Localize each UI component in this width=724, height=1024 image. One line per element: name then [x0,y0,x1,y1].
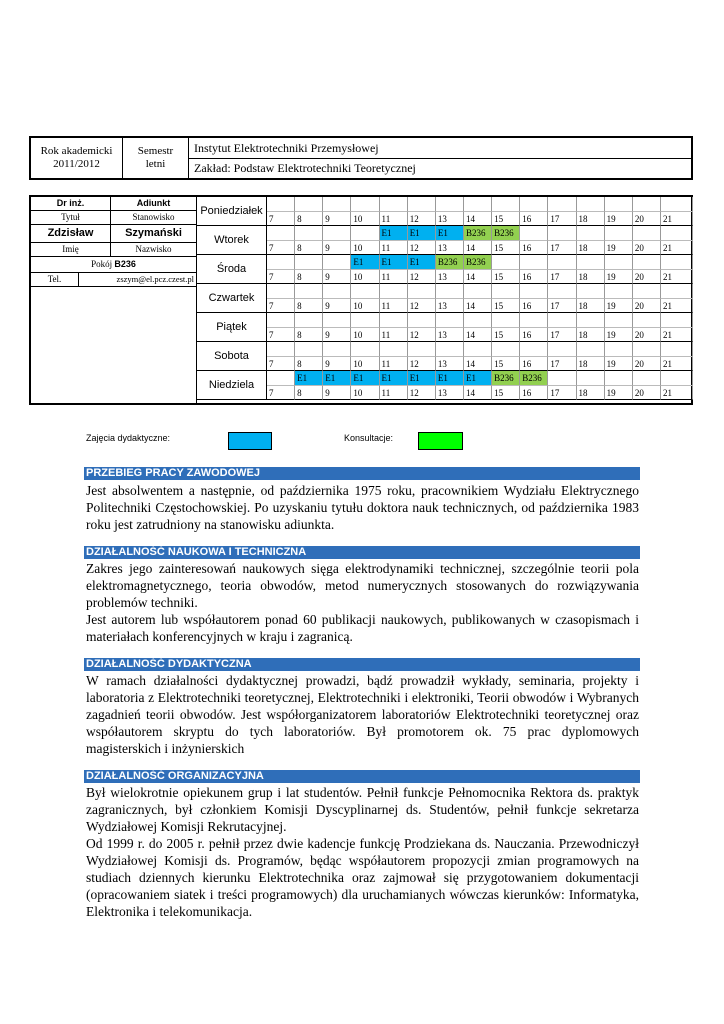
person-name-row [31,225,196,243]
hour-cell: 16 [520,386,548,400]
hour-cell: 11 [380,299,408,313]
hour-cell: 9 [323,299,351,313]
schedule-slot [351,197,379,212]
research-section-header: DZIAŁALNOŚĆ NAUKOWA I TECHNICZNA [84,546,640,559]
schedule-slot [605,342,633,357]
schedule-slot [548,255,576,270]
hour-cell: 12 [408,270,436,284]
hour-cell: 19 [605,270,633,284]
hour-cell: 10 [351,241,379,255]
schedule-slot [351,284,379,299]
schedule-slot [267,197,295,212]
hour-cell: 14 [464,241,492,255]
hour-cell: 19 [605,386,633,400]
schedule-slot [520,284,548,299]
hour-cell: 8 [295,270,323,284]
schedule-slot [267,342,295,357]
room-label: Pokój [91,259,113,269]
semester-label: Semestr [137,145,174,157]
schedule-slot [548,342,576,357]
teaching-legend-swatch [228,432,272,450]
hour-cell: 18 [577,241,605,255]
hour-cell: 20 [633,386,661,400]
schedule-slot [577,313,605,328]
hour-cell: 18 [577,212,605,226]
consult-legend-label: Konsultacje: [344,433,394,443]
schedule-slot: E1 [323,371,351,386]
schedule-slot [633,284,661,299]
schedule-slot [605,284,633,299]
schedule-slot [295,226,323,241]
hour-cell: 13 [436,299,464,313]
schedule-slot: E1 [436,371,464,386]
position-label: Stanowisko [132,212,175,222]
hour-cell: 10 [351,357,379,371]
hour-cell: 13 [436,241,464,255]
hour-cell: 15 [492,386,520,400]
schedule-slot [295,313,323,328]
hour-cell: 21 [661,328,693,342]
schedule-slot [548,197,576,212]
hour-cell: 14 [464,212,492,226]
hour-cell: 8 [295,357,323,371]
hour-cell: 11 [380,241,408,255]
schedule-slot: E1 [351,255,379,270]
schedule-slot [323,313,351,328]
hour-cell: 21 [661,270,693,284]
schedule-slot [295,284,323,299]
schedule-slot [577,284,605,299]
hour-cell: 16 [520,328,548,342]
hour-cell: 17 [548,241,576,255]
schedule-slot [548,226,576,241]
hour-cell: 13 [436,386,464,400]
schedule-slot [408,342,436,357]
day-label: Piątek [197,313,267,342]
day-label: Poniedziałek [197,197,267,226]
room-row [31,257,196,273]
hour-cell: 20 [633,241,661,255]
hour-cell: 13 [436,357,464,371]
schedule-slot [605,371,633,386]
hour-cell: 14 [464,386,492,400]
schedule-slot [351,342,379,357]
hour-cell: 10 [351,299,379,313]
hour-cell: 21 [661,241,693,255]
schedule-slot [520,197,548,212]
schedule-slot [351,313,379,328]
hour-cell: 15 [492,328,520,342]
last-name: Szymański [125,227,182,239]
schedule-slot [492,313,520,328]
schedule-slot: E1 [464,371,492,386]
hour-cell: 9 [323,241,351,255]
teaching-section-body [86,672,639,757]
hour-cell: 13 [436,212,464,226]
hour-cell: 12 [408,241,436,255]
organization-paragraph-2: Od 1999 r. do 2005 r. pełnił przez dwie kadencje funkcję Prodziekana ds. Nauczania. Przewodniczył Wydziałowej Komisji ds. Programów, będąc współautorem propozycji zmian programowych na studiach dziennych kierunku Elektrotechnika oraz zajmował się przygotowaniem dokumentacji (opracowaniem siatek i treści programowych) dla uruchamianych wówczas kierunków: Informatyka, Elektronika i telekomunikacja. [86,836,639,919]
research-paragraph-2: Jest autorem lub współautorem ponad 60 publikacji naukowych, publikowanych w czasopismach i materiałach konferencyjnych w kraju i zagranicą. [86,612,639,644]
schedule-slot [295,255,323,270]
schedule-slot [577,197,605,212]
hour-cell: 11 [380,212,408,226]
career-section-header: PRZEBIEG PRACY ZAWODOWEJ [84,467,640,480]
schedule-slot [323,284,351,299]
schedule-slot [408,313,436,328]
schedule-slot [323,197,351,212]
hour-cell: 16 [520,270,548,284]
schedule-slot [492,342,520,357]
hour-cell: 19 [605,241,633,255]
day-label: Niedziela [197,371,267,400]
organization-section-header: DZIAŁALNOŚĆ ORGANIZACYJNA [84,770,640,783]
schedule-slot [295,342,323,357]
schedule-slot: E1 [408,371,436,386]
schedule-slot [492,197,520,212]
schedule-slot [661,226,693,241]
hour-cell: 17 [548,212,576,226]
hour-cell: 9 [323,212,351,226]
hour-cell: 18 [577,299,605,313]
hour-cell: 8 [295,299,323,313]
hour-cell: 14 [464,270,492,284]
institute-name: Instytut Elektrotechniki Przemysłowej [189,138,691,159]
schedule-slot: B236 [520,371,548,386]
schedule-slot [577,226,605,241]
hour-cell: 19 [605,299,633,313]
organization-paragraph-1: Był wielokrotnie opiekunem grup i lat studentów. Pełnił funkcje Pełnomocnika Rektora ds. praktyk zagranicznych, był członkiem Komisji Dyscyplinarnej ds. Studentów, pełnił funkcje sekretarza Wydziałowej Komisji Rekrutacyjnej. [86,785,639,834]
person-info [31,197,197,403]
semester-cell [123,138,189,178]
schedule-slot [633,342,661,357]
first-name: Zdzisław [31,225,111,242]
schedule-slot [380,284,408,299]
hour-cell: 18 [577,386,605,400]
hour-cell: 21 [661,357,693,371]
room-value: B236 [114,259,136,269]
schedule-slot [661,197,693,212]
hour-cell: 16 [520,299,548,313]
schedule-slot [633,197,661,212]
first-name-label: Imię [31,243,111,256]
contact-row [31,273,196,287]
hour-cell: 10 [351,386,379,400]
hour-cell: 16 [520,241,548,255]
hour-cell: 15 [492,357,520,371]
schedule-slot [633,371,661,386]
person-title-row [31,197,196,211]
schedule-slot [267,284,295,299]
schedule-slot [577,371,605,386]
hour-cell: 11 [380,270,408,284]
schedule-slot [267,226,295,241]
day-label: Wtorek [197,226,267,255]
schedule-slot [605,313,633,328]
schedule-slot: E1 [408,226,436,241]
hour-cell: 18 [577,328,605,342]
person-name-labels [31,243,196,257]
hour-cell: 9 [323,328,351,342]
schedule-slot [323,342,351,357]
hour-cell: 13 [436,328,464,342]
academic-year-label: Rok akademicki [40,145,113,157]
schedule-slot [520,313,548,328]
career-section-body [86,482,639,533]
hour-cell: 9 [323,357,351,371]
schedule-slot [351,226,379,241]
person-title-labels [31,211,196,225]
schedule-slot: E1 [380,226,408,241]
hour-cell: 15 [492,270,520,284]
header-box [29,136,693,180]
hour-cell: 7 [267,357,295,371]
hour-cell: 18 [577,270,605,284]
hour-cell: 7 [267,328,295,342]
hour-cell: 12 [408,299,436,313]
hour-cell: 17 [548,270,576,284]
hour-cell: 20 [633,328,661,342]
schedule-slot [633,226,661,241]
position-value: Adiunkt [136,198,171,208]
schedule-slot [267,313,295,328]
schedule-slot: E1 [408,255,436,270]
hour-cell: 11 [380,328,408,342]
schedule-slot [436,313,464,328]
hour-cell: 17 [548,299,576,313]
schedule-slot: B236 [436,255,464,270]
hour-cell: 7 [267,212,295,226]
schedule-slot [548,371,576,386]
schedule-table [29,195,693,405]
hour-cell: 12 [408,328,436,342]
hour-cell: 19 [605,357,633,371]
schedule-slot [492,255,520,270]
hour-cell: 15 [492,241,520,255]
hour-cell: 8 [295,212,323,226]
hour-cell: 19 [605,328,633,342]
schedule-slot [380,197,408,212]
hour-cell: 14 [464,328,492,342]
schedule-slot [436,284,464,299]
hour-cell: 11 [380,357,408,371]
schedule-slot [605,197,633,212]
schedule-slot [323,226,351,241]
room-cell [31,257,196,272]
schedule-slot: B236 [464,255,492,270]
schedule-slot [577,255,605,270]
research-section-body [86,560,639,645]
teaching-paragraph: W ramach działalności dydaktycznej prowadzi, bądź prowadził wykłady, seminaria, projekty i laboratoria z Elektrotechniki teoretycznej, Elektrotechniki i elektroniki, Teorii obwodów i Wybranych zagadnień teorii obwodów. Jest współorganizatorem laboratoriów Elektrotechniki teoretycznej oraz współautorem skryptu do tych laboratoriów. Był promotorem ok. 75 prac dyplomowych magisterskich i inżynierskich [86,673,639,756]
schedule-slot [633,255,661,270]
hour-cell: 7 [267,386,295,400]
hour-cell: 13 [436,270,464,284]
schedule-slot [520,255,548,270]
schedule-slot: E1 [295,371,323,386]
last-name-label: Nazwisko [135,244,172,254]
schedule-slot [605,255,633,270]
schedule-slot [267,255,295,270]
organization-section-body [86,784,639,920]
schedule-slot [464,342,492,357]
schedule-slot [577,342,605,357]
hour-cell: 14 [464,357,492,371]
schedule-slot [295,197,323,212]
day-label: Sobota [197,342,267,371]
schedule-slot [520,342,548,357]
schedule-slot [661,284,693,299]
schedule-slot [548,313,576,328]
hour-cell: 20 [633,299,661,313]
schedule-slot [464,313,492,328]
hour-cell: 21 [661,212,693,226]
hour-cell: 15 [492,212,520,226]
hour-cell: 15 [492,299,520,313]
hour-cell: 10 [351,270,379,284]
hour-cell: 21 [661,299,693,313]
schedule-slot: E1 [351,371,379,386]
hour-cell: 14 [464,299,492,313]
title-label: Tytuł [31,211,111,224]
schedule-slot [633,313,661,328]
schedule-slot: E1 [436,226,464,241]
consult-legend-swatch [418,432,463,450]
email-link[interactable]: zszym@el.pcz.czest.pl [116,274,194,284]
hour-cell: 10 [351,328,379,342]
schedule-slot [408,284,436,299]
schedule-slot [661,371,693,386]
hour-cell: 8 [295,386,323,400]
hour-cell: 7 [267,241,295,255]
schedule-slot: B236 [492,371,520,386]
schedule-slot: B236 [492,226,520,241]
hour-cell: 10 [351,212,379,226]
title-value: Dr inż. [31,197,111,210]
hour-cell: 12 [408,357,436,371]
hour-cell: 20 [633,212,661,226]
hour-cell: 7 [267,270,295,284]
schedule-slot [267,371,295,386]
tel-label: Tel. [31,273,79,286]
schedule-slot [605,226,633,241]
hour-cell: 17 [548,328,576,342]
schedule-slot [492,284,520,299]
hour-cell: 9 [323,270,351,284]
schedule-slot [436,197,464,212]
hour-cell: 11 [380,386,408,400]
hour-cell: 7 [267,299,295,313]
hour-cell: 12 [408,212,436,226]
hour-cell: 8 [295,241,323,255]
hour-cell: 9 [323,386,351,400]
department-name: Zakład: Podstaw Elektrotechniki Teoretycznej [194,161,416,175]
schedule-slot: E1 [380,371,408,386]
hour-cell: 18 [577,357,605,371]
schedule-slot [464,197,492,212]
schedule-slot [661,342,693,357]
schedule-slot [380,342,408,357]
hour-cell: 17 [548,386,576,400]
schedule-slot: B236 [464,226,492,241]
career-paragraph: Jest absolwentem a następnie, od października 1975 roku, pracownikiem Wydziału Elektrycznego Politechniki Częstochowskiej. Po uzyskaniu tytułu doktora nauk technicznych, od października 1983 roku jest zatrudniony na stanowisku adiunkta. [86,483,639,532]
research-paragraph-1: Zakres jego zainteresowań naukowych sięga elektrodynamiki technicznej, szczególnie teorii pola elektromagnetycznego, teoria obwodów, metod numerycznych stosowanych do rozwiązywania problemów techniki. [86,561,639,610]
schedule-slot [380,313,408,328]
hour-cell: 17 [548,357,576,371]
day-label: Czwartek [197,284,267,313]
hour-cell: 16 [520,212,548,226]
hour-cell: 20 [633,357,661,371]
schedule-slot [436,342,464,357]
semester-value: letni [145,158,166,170]
schedule-slot [464,284,492,299]
hour-cell: 19 [605,212,633,226]
schedule-slot [548,284,576,299]
academic-year-value: 2011/2012 [53,158,100,170]
schedule-slot [520,226,548,241]
teaching-section-header: DZIAŁALNOŚĆ DYDAKTYCZNA [84,658,640,671]
schedule-slot [408,197,436,212]
schedule-slot [661,255,693,270]
hour-cell: 20 [633,270,661,284]
teaching-legend-label: Zajęcia dydaktyczne: [86,433,171,443]
day-label: Środa [197,255,267,284]
schedule-slot [661,313,693,328]
academic-year-cell [31,138,123,178]
schedule-slot [323,255,351,270]
hour-cell: 21 [661,386,693,400]
schedule-slot: E1 [380,255,408,270]
hour-cell: 12 [408,386,436,400]
hour-cell: 8 [295,328,323,342]
hour-cell: 16 [520,357,548,371]
